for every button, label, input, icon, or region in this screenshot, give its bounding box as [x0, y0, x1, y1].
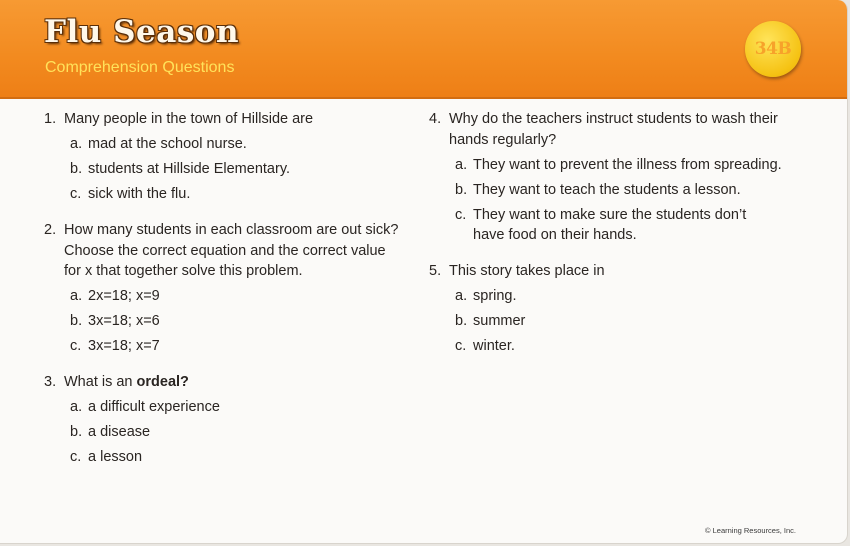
question-number: 1. — [44, 111, 57, 127]
option-list — [44, 134, 414, 205]
answer-option-a[interactable] — [70, 286, 424, 307]
option-text: 3x=18; x=6 — [88, 313, 160, 329]
option-text: 3x=18; x=7 — [88, 338, 160, 354]
option-letter: b. — [70, 161, 83, 177]
question-stem — [449, 109, 829, 150]
option-text: They want to make sure the students don’t — [473, 206, 747, 223]
option-letter: c. — [70, 449, 82, 465]
option-text: a difficult experience — [88, 399, 220, 415]
question-4 — [429, 109, 829, 246]
question-number: 5. — [429, 263, 442, 279]
question-stem-line: for x that together solve this problem. — [64, 263, 303, 279]
option-letter: c. — [70, 338, 82, 354]
option-text: summer — [473, 313, 526, 329]
question-stem-line: How many students in each classroom are out sick? — [64, 222, 399, 238]
answer-option-c[interactable] — [70, 184, 414, 205]
question-stem — [64, 109, 414, 130]
option-text: winter. — [473, 338, 515, 354]
answer-option-b[interactable] — [455, 311, 829, 332]
option-letter: c. — [70, 186, 82, 202]
option-list — [44, 397, 414, 468]
answer-option-c[interactable] — [70, 336, 424, 357]
option-letter: a. — [455, 288, 468, 304]
question-number: 3. — [44, 374, 57, 390]
vocabulary-word: ordeal? — [136, 374, 189, 390]
option-letter: a. — [70, 288, 83, 304]
option-letter: a. — [70, 399, 83, 415]
card-number-badge — [745, 21, 801, 77]
question-stem-line: Why do the teachers instruct students to wash their — [449, 111, 778, 127]
question-number: 2. — [44, 222, 57, 238]
option-text: a disease — [88, 424, 151, 440]
option-text: sick with the flu. — [88, 186, 191, 202]
option-text: a lesson — [88, 449, 143, 465]
question-stem — [64, 372, 414, 393]
answer-option-b[interactable] — [70, 422, 414, 443]
option-text: 2x=18; x=9 — [88, 288, 160, 304]
answer-option-b[interactable] — [455, 180, 829, 201]
card-subtitle: Comprehension Questions — [45, 59, 235, 76]
option-text: They want to prevent the illness from spreading. — [473, 156, 782, 173]
option-letter: b. — [70, 313, 83, 329]
question-5 — [429, 261, 829, 357]
answer-option-b[interactable] — [70, 159, 414, 180]
option-letter: c. — [455, 206, 467, 223]
option-list — [44, 286, 424, 357]
question-1 — [44, 109, 414, 205]
option-text: spring. — [473, 288, 517, 304]
option-text: mad at the school nurse. — [88, 136, 247, 152]
option-list — [429, 286, 829, 357]
question-3 — [44, 372, 414, 468]
option-list — [429, 155, 829, 246]
option-letter: c. — [455, 338, 467, 354]
option-letter: a. — [455, 156, 468, 173]
card-title: Flu Season — [44, 14, 239, 50]
question-stem-line: hands regularly? — [449, 131, 557, 148]
option-letter: a. — [70, 136, 83, 152]
question-stem-line: Many people in the town of Hillside are — [64, 111, 314, 127]
answer-option-c[interactable] — [455, 205, 829, 246]
question-stem-text: What is an — [64, 374, 137, 390]
option-letter: b. — [455, 181, 468, 198]
answer-option-c[interactable] — [70, 447, 414, 468]
option-text: They want to teach the students a lesson. — [473, 181, 741, 198]
answer-option-b[interactable] — [70, 311, 424, 332]
answer-option-a[interactable] — [70, 397, 414, 418]
answer-option-a[interactable] — [455, 286, 829, 307]
answer-option-c[interactable] — [455, 336, 829, 357]
answer-option-a[interactable] — [70, 134, 414, 155]
question-2 — [44, 220, 424, 357]
copyright-notice: © Learning Resources, Inc. — [705, 526, 796, 535]
question-number: 4. — [429, 111, 442, 127]
answer-option-a[interactable] — [455, 155, 829, 176]
option-text: have food on their hands. — [473, 227, 637, 243]
question-stem — [449, 261, 829, 282]
question-stem-line: Choose the correct equation and the correct value — [64, 242, 386, 259]
badge-label: 34B — [754, 39, 792, 59]
question-stem — [64, 220, 424, 282]
option-letter: b. — [455, 313, 468, 329]
question-stem-line: This story takes place in — [449, 263, 605, 279]
option-text: students at Hillside Elementary. — [88, 161, 291, 177]
header-banner — [0, 0, 848, 99]
option-letter: b. — [70, 424, 83, 440]
